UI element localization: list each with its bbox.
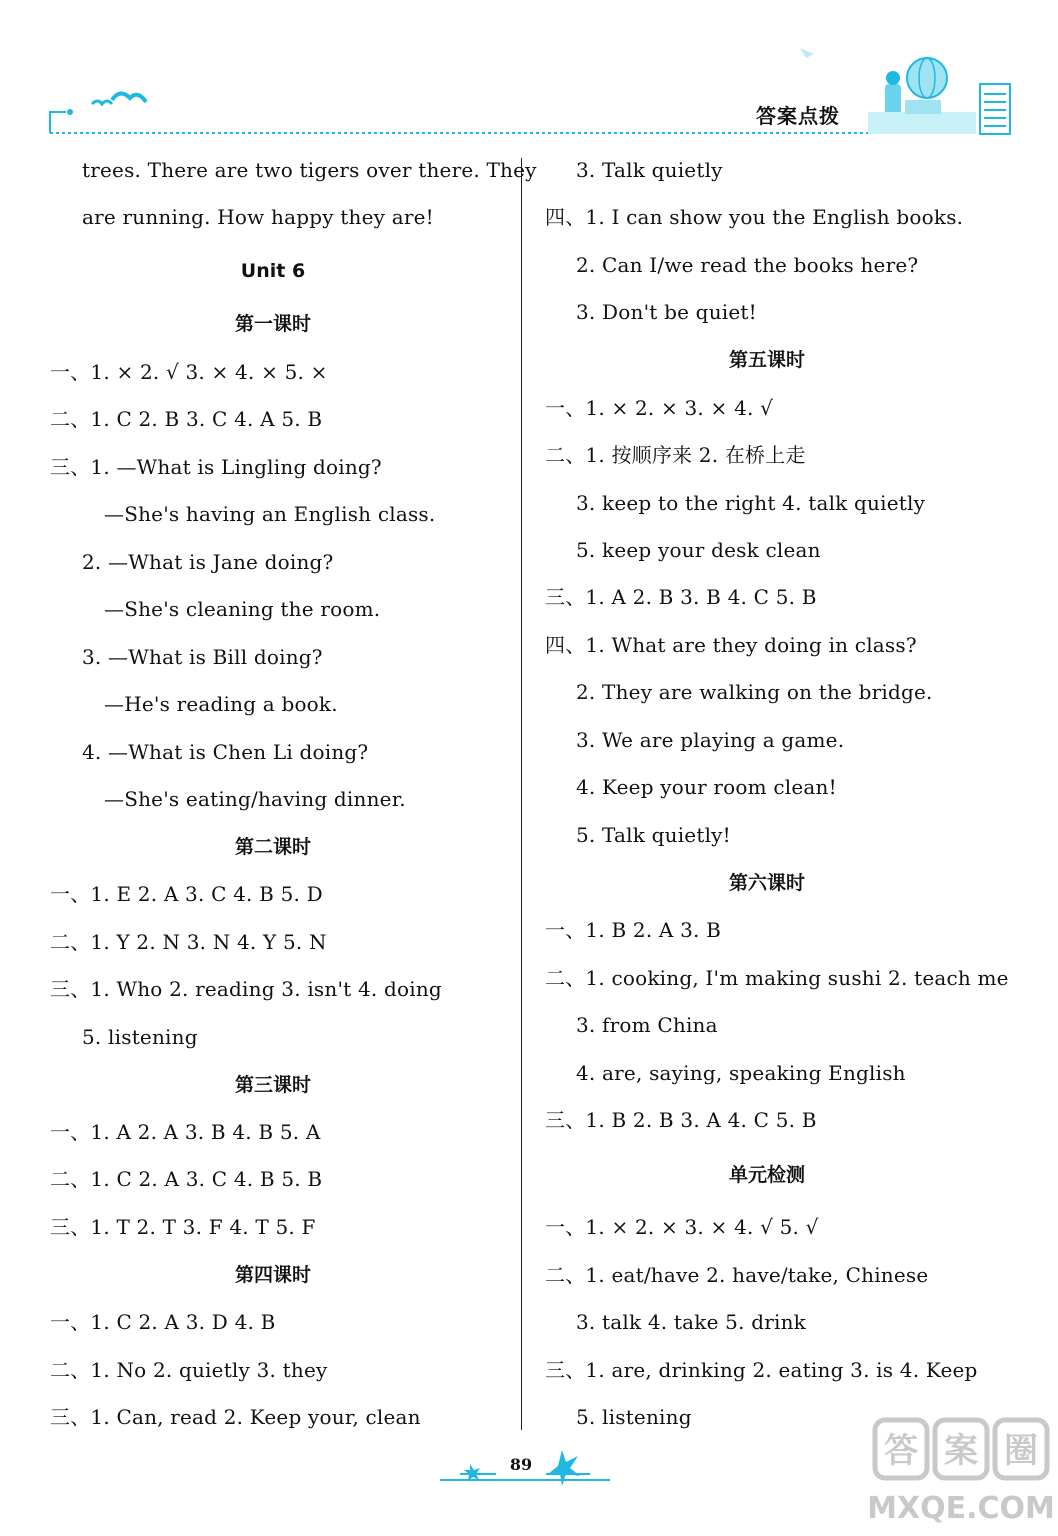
page-header: [0, 0, 1058, 150]
answer-line: 一、1. E 2. A 3. C 4. B 5. D: [50, 882, 323, 906]
answer-line: 三、1. T 2. T 3. F 4. T 5. F: [50, 1215, 316, 1239]
watermark-char: 案: [944, 1431, 978, 1471]
section-heading: 单元检测: [728, 1164, 805, 1186]
header-left-bracket: [50, 112, 66, 133]
answer-line: 一、1. C 2. A 3. D 4. B: [50, 1310, 276, 1334]
section-heading: 第五课时: [728, 349, 805, 371]
answer-line: 2. They are walking on the bridge.: [576, 680, 933, 704]
globe-icon: [907, 58, 947, 98]
header-dot: [67, 109, 73, 115]
answer-line: 四、1. What are they doing in class?: [545, 633, 917, 657]
page-number: 89: [509, 1455, 533, 1474]
section-heading: 第三课时: [234, 1074, 311, 1096]
answer-line: 3. Don't be quiet!: [576, 300, 757, 324]
bird-icon-small: [92, 101, 112, 104]
header-title: 答案点拨: [756, 104, 840, 128]
watermark-char: 圈: [1004, 1431, 1038, 1471]
bird-icon-large: [112, 93, 146, 102]
answer-line: 一、1. A 2. A 3. B 4. B 5. A: [50, 1120, 321, 1144]
section-heading: 第二课时: [234, 836, 311, 858]
answer-line: 三、1. B 2. B 3. A 4. C 5. B: [545, 1108, 817, 1132]
answer-line: 3. Talk quietly: [576, 158, 723, 182]
unit-heading: Unit 6: [240, 260, 306, 282]
answer-line: 5. keep your desk clean: [576, 538, 821, 562]
answer-line: 三、1. Can, read 2. Keep your, clean: [50, 1405, 421, 1429]
answer-line: 二、1. C 2. B 3. C 4. A 5. B: [50, 407, 323, 431]
section-heading: 第一课时: [234, 313, 311, 335]
watermark: [865, 1410, 1055, 1530]
watermark-site: MXQE.COM: [867, 1491, 1055, 1526]
answer-line: 5. Talk quietly!: [576, 823, 731, 847]
answer-line: 二、1. 按顺序来 2. 在桥上走: [545, 443, 806, 467]
answer-line: 二、1. C 2. A 3. C 4. B 5. B: [50, 1167, 323, 1191]
answer-line: 4. —What is Chen Li doing?: [82, 740, 369, 764]
answer-line: 3. We are playing a game.: [576, 728, 845, 752]
text-line: trees. There are two tigers over there. They: [82, 158, 537, 182]
answer-line: 一、1. × 2. √ 3. × 4. × 5. ×: [50, 360, 328, 384]
answer-line: 2. Can I/we read the books here?: [576, 253, 919, 277]
answer-line: 二、1. Y 2. N 3. N 4. Y 5. N: [50, 930, 327, 954]
answer-line: 三、1. Who 2. reading 3. isn't 4. doing: [50, 977, 442, 1001]
books-icon: [868, 112, 976, 134]
plane-icon: [800, 48, 814, 58]
answer-line: 3. —What is Bill doing?: [82, 645, 323, 669]
answer-line: 5. listening: [82, 1025, 198, 1049]
answer-line: 二、1. No 2. quietly 3. they: [50, 1358, 328, 1382]
answer-line: —She's eating/having dinner.: [104, 787, 406, 811]
answer-line: 3. from China: [576, 1013, 718, 1037]
answer-line: —She's having an English class.: [104, 502, 436, 526]
column-divider: [521, 158, 522, 1430]
answer-line: 4. are, saying, speaking English: [576, 1061, 906, 1085]
answer-line: 三、1. are, drinking 2. eating 3. is 4. Keep: [545, 1358, 978, 1382]
text-line: are running. How happy they are!: [82, 205, 434, 229]
answer-line: 一、1. × 2. × 3. × 4. √ 5. √: [545, 1215, 819, 1239]
star-icon: [464, 1464, 480, 1481]
answer-line: 三、1. A 2. B 3. B 4. C 5. B: [545, 585, 817, 609]
watermark-logo: [865, 1410, 1055, 1530]
answer-line: —She's cleaning the room.: [104, 597, 381, 621]
header-decoration: [0, 0, 1058, 150]
answer-line: 二、1. eat/have 2. have/take, Chinese: [545, 1263, 929, 1287]
watermark-char: 答: [884, 1431, 918, 1471]
answer-line: 三、1. —What is Lingling doing?: [50, 455, 382, 479]
answer-line: 一、1. × 2. × 3. × 4. √: [545, 396, 774, 420]
answer-line: 3. talk 4. take 5. drink: [576, 1310, 806, 1334]
answer-line: 一、1. B 2. A 3. B: [545, 918, 722, 942]
answer-line: 4. Keep your room clean!: [576, 775, 837, 799]
section-heading: 第六课时: [728, 872, 805, 894]
answer-line: —He's reading a book.: [104, 692, 338, 716]
section-heading: 第四课时: [234, 1264, 311, 1286]
answer-line: 二、1. cooking, I'm making sushi 2. teach me: [545, 966, 1009, 990]
answer-line: 2. —What is Jane doing?: [82, 550, 334, 574]
answer-line: 5. listening: [576, 1405, 692, 1429]
answer-line: 四、1. I can show you the English books.: [545, 205, 964, 229]
answer-line: 3. keep to the right 4. talk quietly: [576, 491, 926, 515]
